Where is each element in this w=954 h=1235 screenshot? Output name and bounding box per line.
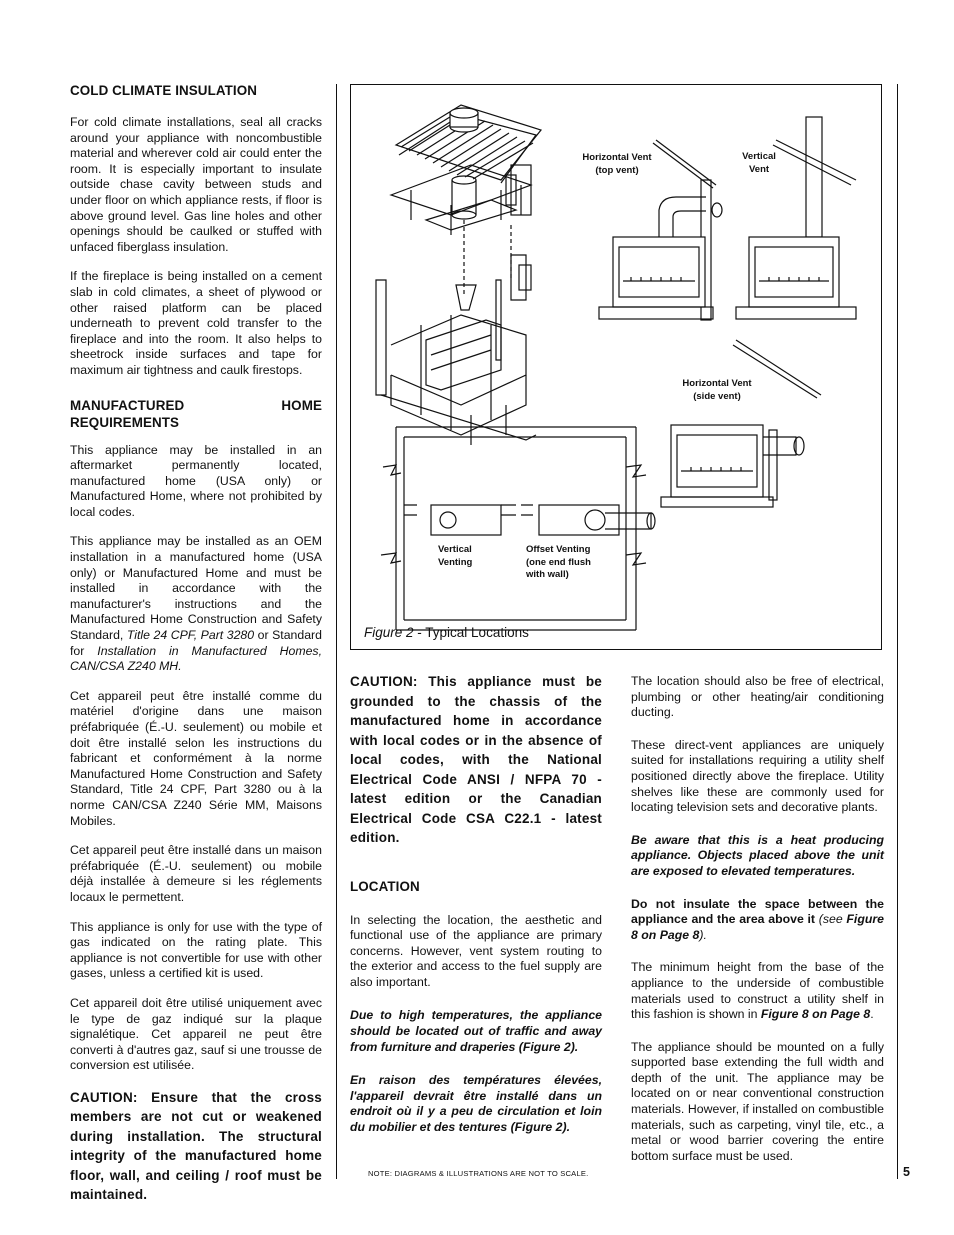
- manufactured-home-paragraph-french-2: Cet appareil peut être installé dans un maison préfabriquée (É.-U. seulement) ou mobile déjà installée à demeure si les réglements locaux le permettent.: [70, 843, 322, 904]
- location-warning-french: En raison des températures élevées, l'appareil devrait être installé dans un endroit où il y a peu de circulation et loin du mobilier et des tentures (Figure 2).: [350, 1073, 602, 1135]
- minimum-height-text: The minimum height from the base of the appliance to the underside of combustible materials used to construct a utility shelf in this fashion is shown in: [631, 960, 884, 1022]
- right-paragraph-2: These direct-vent appliances are uniquely suited for installations requiring a utility shelf positioned directly above the fireplace. Utility shelves like these are commonly used for locating television sets and decorative plants.: [631, 737, 884, 815]
- mounting-paragraph: The appliance should be mounted on a fully supported base extending the full width and depth of the unit. The appliance may be located on or near conventional construction materials. However, if installed on combustible materials, such as carpeting, vinyl tile, etc., a metal or wood barrier covering the entire bottom surface must be used.: [631, 1039, 884, 1163]
- not-to-scale-note: NOTE: DIAGRAMS & ILLUSTRATIONS ARE NOT TO SCALE.: [368, 1169, 589, 1178]
- heat-warning: Be aware that this is a heat producing appliance. Objects placed above the unit are exposed to elevated temperatures.: [631, 832, 884, 878]
- mfg-p2-standard-italic: Title 24 CPF, Part 3280: [126, 628, 255, 643]
- minimum-height-paragraph: [631, 960, 884, 1022]
- manufactured-home-paragraph-1: This appliance may be installed in an aftermarket permanently located, manufactured home (USA only) or Manufactured Home, where not prohibited by local codes.: [70, 442, 322, 519]
- label-horizontal-side-vent: Horizontal Vent (side vent): [682, 378, 752, 402]
- insulate-warning-close: ).: [699, 927, 707, 942]
- gas-type-paragraph: This appliance is only for use with the type of gas indicated on the rating plate. This appliance is not convertible for use with other gases, unless a certified kit is used.: [70, 919, 322, 981]
- mfg-p2-csa-italic: Installation in Manufactured Homes, CAN/CSA Z240 MH.: [70, 643, 322, 674]
- cross-members-caution: CAUTION: Ensure that the cross members are not cut or weakened during installation. The structural integrity of the manufactured home floor, wall, and ceiling / roof must be maintained.: [70, 1089, 322, 1203]
- middle-column: [350, 672, 602, 1150]
- fireplace-framing-drawing: [376, 255, 536, 445]
- left-column: [70, 82, 322, 1219]
- label-offset-venting: Offset Venting (one end flush with wall): [526, 544, 591, 580]
- insulate-warning-bold: Do not insulate the space between the appliance and the area above it: [631, 896, 884, 927]
- page-number: 5: [903, 1165, 910, 1179]
- right-column: [631, 674, 884, 1178]
- figure-caption-text: - Typical Locations: [413, 625, 529, 640]
- insulate-warning: [631, 897, 884, 944]
- label-vertical-vent: Vertical Vent: [742, 151, 776, 175]
- cold-climate-heading: COLD CLIMATE INSULATION: [70, 83, 258, 98]
- floor-plan-drawing: [381, 427, 655, 630]
- minimum-height-end: .: [870, 1007, 874, 1022]
- manufactured-home-heading: MANUFACTURED HOME REQUIREMENTS: [70, 397, 322, 430]
- figure-2-typical-locations: [350, 84, 882, 650]
- manufactured-home-paragraph-french-1: Cet appareil peut être installé comme du matériel d'origine dans une maison préfabriquée (É.-U. seulement) ou mobile et doit être installé selon les instructions du fabricant et conformément à la norme Manufactured Home Construction and Safety Standard, Title 24 CPF, Part 3280 ou à la norme CAN/CSA Z240 Série MM, Maisons Mobiles.: [70, 688, 322, 828]
- insulate-warning-see: (see: [818, 912, 847, 927]
- label-vertical-venting: Vertical Venting: [438, 544, 473, 568]
- location-heading: LOCATION: [350, 878, 420, 894]
- location-warning: Due to high temperatures, the appliance should be located out of traffic and away from furniture and draperies (Figure 2).: [350, 1008, 602, 1054]
- manufactured-home-paragraph-2: [70, 534, 322, 674]
- minimum-height-figure-ref: Figure 8 on Page 8: [760, 1007, 871, 1022]
- cold-climate-paragraph-2: If the fireplace is being installed on a cement slab in cold climates, a sheet of plywood or other raised platform can be placed underneath to prevent cold transfer to the fireplace and into the room. It also helps to sheetrock inside surfaces and tape for maximum air tightness and caulk firestops.: [70, 269, 322, 377]
- figure-caption-number: Figure 2: [364, 625, 414, 640]
- mfg-p2-text-a: This appliance may be installed as an OEM installation in a manufactured home (USA only) or Manufactured Home and must be installed in accordance with the manufacturer's instructions and the Manufactured Home Construction and Safety Standard,: [70, 534, 322, 643]
- figure-caption: [364, 625, 529, 640]
- horizontal-side-vent-drawing: [661, 340, 821, 507]
- column-divider-left: [336, 84, 337, 1179]
- mfg-p2-text-c: or Standard for: [70, 628, 322, 658]
- right-paragraph-1: The location should also be free of electrical, plumbing or other heating/air conditioning ducting.: [631, 674, 884, 720]
- cold-climate-paragraph-1: For cold climate installations, seal all cracks around your appliance with noncombustible material and wherever cold air could enter the room. It is especially important to insulate outside chase cavity between studs and under floor on which appliance rests, if floor is above ground level. Gas line holes and other openings should be caulked or stuffed with unfaced fiberglass insulation.: [70, 115, 322, 254]
- gas-type-paragraph-french: Cet appareil doit être utilisé uniquement avec le type de gaz indiqué sur la plaque signalétique. Cet appareil ne peut être converti à d'autres gaz, sauf si une trousse de conversion est utilisée.: [70, 995, 322, 1073]
- grounding-caution: CAUTION: This appliance must be grounded to the chassis of the manufactured home in accordance with local codes or in the absence of local codes, with the National Electrical Code ANSI / NFPA 70 - latest edition or the Canadian Electrical Code CSA C22.1 - latest edition.: [350, 674, 602, 845]
- label-horizontal-top-vent: Horizontal Vent (top vent): [582, 152, 652, 176]
- location-paragraph-1: In selecting the location, the aesthetic and functional use of the appliance are primary concerns. However, vent system routing to the exterior and access to the fuel supply are also important.: [350, 912, 602, 989]
- insulate-warning-figure-ref: Figure 8 on Page 8: [631, 912, 884, 942]
- vertical-vent-drawing: [736, 117, 856, 319]
- column-divider-right: [897, 84, 898, 1179]
